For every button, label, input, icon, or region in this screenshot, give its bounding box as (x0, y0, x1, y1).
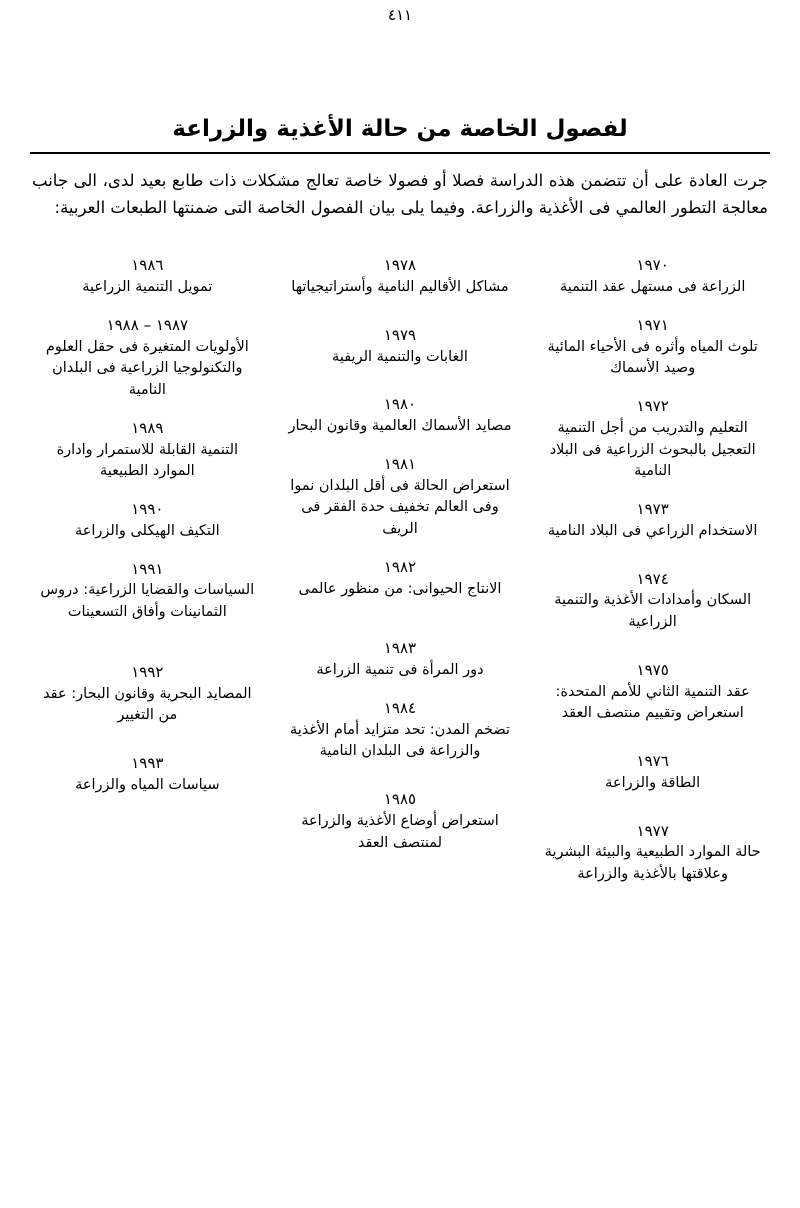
entry-title: التعليم والتدريب من أجل التنمية التعجيل بالبحوث الزراعية فى البلاد النامية (549, 419, 756, 480)
list-item (34, 662, 261, 727)
entry-year: ١٩٨٢ (383, 557, 417, 576)
spacer (287, 315, 514, 325)
entry-title: مصايد الأسماك العالمية وقانون البحار (288, 418, 512, 435)
list-item (34, 315, 261, 402)
title-divider (30, 152, 770, 154)
entry-year: ١٩٨٤ (383, 698, 417, 717)
entry-title: دور المرأة فى تنمية الزراعة (316, 662, 484, 679)
list-item (539, 821, 766, 886)
spacer (539, 741, 766, 751)
spacer (287, 779, 514, 789)
chapter-columns (28, 255, 772, 902)
entry-title: تضخم المدن: تحد متزايد أمام الأغذية والزراعة فى البلدان النامية (290, 721, 510, 760)
entry-year: ١٩٧١ (636, 315, 669, 334)
list-item (287, 698, 514, 763)
spacer (539, 559, 766, 569)
entry-year: ١٩٧٦ (636, 752, 669, 771)
entry-title: الاستخدام الزراعي فى البلاد النامية (547, 522, 758, 539)
entry-title: الغابات والتنمية الريفية (332, 348, 468, 365)
intro-paragraph: جرت العادة على أن تتضمن هذه الدراسة فصلا أو فصولا خاصة تعالج مشكلات ذات طابع بعيد لدى، الى جانب معالجة التطور العالمي فى الأغذية والزراعة. وفيما يلى بيان الفصول الخاصة التى ضمنتها الطبعات العربية: (32, 171, 768, 217)
entry-title: تلوث المياه وأثره فى الأحياء المائية وصيد الأسماك (547, 338, 758, 377)
list-item (34, 559, 261, 624)
list-item (539, 569, 766, 634)
list-item (287, 394, 514, 438)
list-item (539, 499, 766, 543)
list-item (34, 753, 261, 797)
list-item (287, 325, 514, 369)
list-item (539, 751, 766, 795)
entry-year: ١٩٧٩ (383, 325, 417, 344)
spacer (287, 384, 514, 394)
entry-title: استعراض الحالة فى أقل البلدان نموا وفى العالم تخفيف حدة الفقر فى الريف (290, 477, 510, 538)
spacer (34, 640, 261, 662)
entry-year: ١٩٧٨ (383, 256, 417, 275)
entry-title: تمويل التنمية الزراعية (82, 279, 213, 296)
list-item (287, 255, 514, 299)
column-middle (287, 255, 514, 902)
entry-year: ١٩٧٧ (636, 821, 669, 840)
entry-title: عقد التنمية الثاني للأمم المتحدة: استعراض وتقييم منتصف العقد (555, 683, 750, 722)
entry-title: السكان وأمدادات الأغذية والتنمية الزراعية (554, 592, 752, 631)
list-item (539, 660, 766, 725)
entry-year: ١٩٨٣ (383, 639, 417, 658)
entry-title: الأولويات المتغيرة فى حقل العلوم والتكنولوجيا الزراعية فى البلدان النامية (45, 338, 249, 399)
entry-year: ١٩٧٤ (636, 569, 669, 588)
entry-title: سياسات المياه والزراعة (75, 776, 220, 793)
entry-year: ١٩٨٧ – ١٩٨٨ (106, 315, 189, 334)
entry-year: ١٩٩٠ (131, 500, 164, 519)
entry-year: ١٩٧٢ (636, 397, 669, 416)
entry-title: الزراعة فى مستهل عقد التنمية (559, 279, 746, 296)
entry-title: مشاكل الأقاليم النامية وأستراتيجياتها (291, 279, 509, 296)
entry-year: ١٩٧٠ (636, 256, 669, 275)
spacer (539, 811, 766, 821)
page-number: ٤١١ (387, 6, 413, 24)
entry-year: ١٩٧٥ (636, 660, 669, 679)
entry-year: ١٩٩١ (131, 559, 164, 578)
spacer (34, 743, 261, 753)
entry-title: حالة الموارد الطبيعية والبيئة البشرية وعلاقتها بالأغذية والزراعة (544, 844, 761, 883)
column-right (539, 255, 766, 902)
list-item (287, 638, 514, 682)
entry-year: ١٩٩٣ (131, 754, 164, 773)
entry-year: ١٩٨١ (383, 454, 417, 473)
entry-year: ١٩٨٠ (383, 395, 417, 414)
entry-year: ١٩٨٦ (131, 256, 164, 275)
column-left (34, 255, 261, 902)
entry-year: ١٩٨٥ (383, 790, 417, 809)
entry-title: الطاقة والزراعة (605, 774, 701, 791)
list-item (287, 454, 514, 541)
list-item (539, 255, 766, 299)
entry-year: ١٩٧٣ (636, 500, 669, 519)
list-item (34, 418, 261, 483)
list-item (539, 396, 766, 483)
list-item (34, 499, 261, 543)
entry-title: الانتاج الحيوانى: من منظور عالمى (298, 580, 502, 597)
list-item (287, 557, 514, 601)
entry-title: السياسات والقضايا الزراعية: دروس الثمانينات وأفاق التسعينات (40, 582, 255, 621)
entry-title: التكيف الهيكلى والزراعة (74, 522, 220, 539)
entry-year: ١٩٩٢ (131, 662, 164, 681)
entry-title: استعراض أوضاع الأغذية والزراعة لمنتصف العقد (301, 812, 499, 851)
spacer (287, 616, 514, 638)
page-title: لفصول الخاصة من حالة الأغذية والزراعة (172, 116, 628, 142)
entry-title: المصايد البحرية وقانون البحار: عقد من التغيير (43, 685, 252, 724)
spacer (539, 650, 766, 660)
list-item (34, 255, 261, 299)
list-item (287, 789, 514, 854)
entry-year: ١٩٨٩ (131, 418, 164, 437)
list-item (539, 315, 766, 380)
entry-title: التنمية القابلة للاستمرار وادارة الموارد الطبيعية (56, 441, 239, 480)
